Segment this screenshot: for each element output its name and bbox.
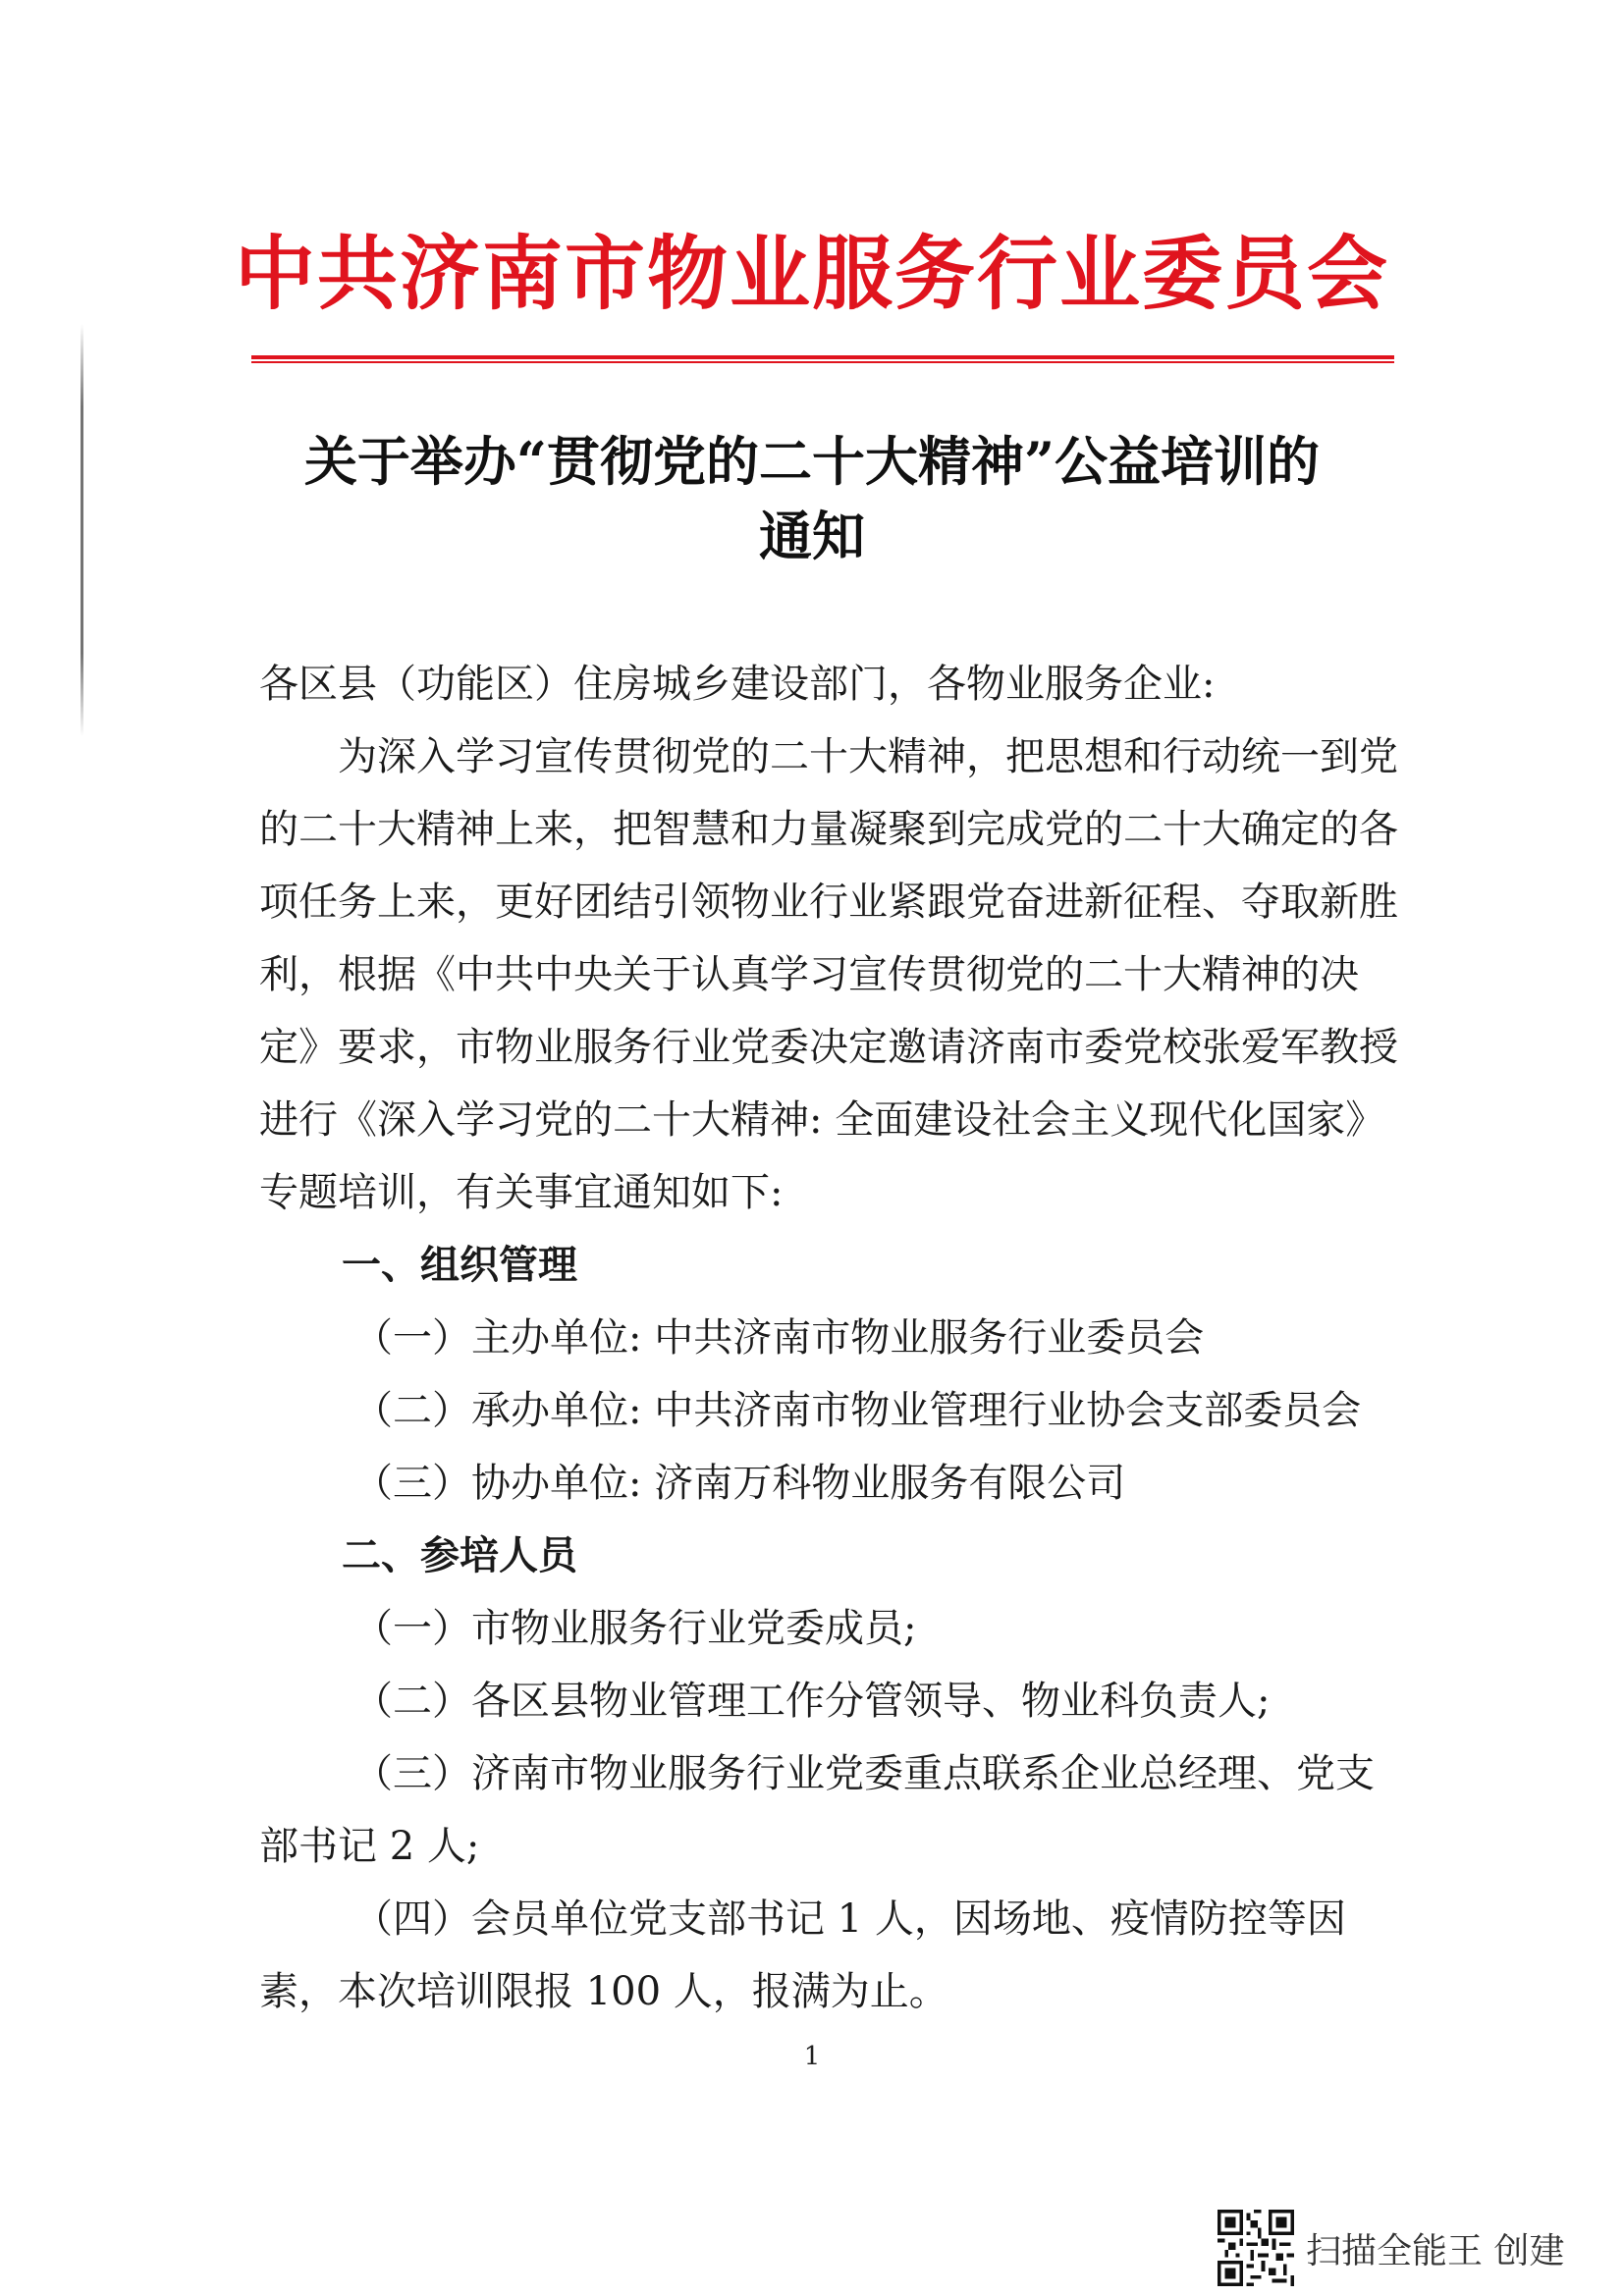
section-heading-organization: 一、组织管理 [342,1243,577,1288]
page-number: 1 [803,2042,821,2071]
scanner-watermark [1218,2207,1564,2289]
document-body [259,648,1398,2028]
list-item: （一）主办单位: 中共济南市物业服务行业委员会 [353,1315,1205,1361]
list-item: （三）协办单位: 济南万科物业服务有限公司 [353,1461,1126,1506]
scanner-label: 扫描全能王 创建 [1306,2230,1565,2271]
list-item: （三）济南市物业服务行业党委重点联系企业总经理、党支部书记 2 人; [259,1751,1375,1869]
section-heading-participants: 二、参培人员 [342,1533,577,1578]
org-masthead: 中共济南市物业服务行业委员会 [234,228,1389,321]
qr-code-icon [1218,2210,1294,2286]
red-divider [251,355,1394,363]
list-item: （一）市物业服务行业党委成员; [353,1606,917,1651]
document-title [0,424,1624,573]
list-item: （二）各区县物业管理工作分管领导、物业科负责人; [353,1679,1271,1724]
intro-paragraph: 为深入学习宣传贯彻党的二十大精神，把思想和行动统一到党的二十大精神上来，把智慧和力量凝聚到完成党的二十大确定的各项任务上来，更好团结引领物业行业紧跟党奋进新征程、夺取新胜利，根据《中共中央关于认真学习宣传贯彻党的二十大精神的决定》要求，市物业服务行业党委决定邀请济南市委党校张爱军教授进行《深入学习党的二十大精神: 全面建设社会主义现代化国家》专题培训，有关事宜通知如下: [259,734,1398,1215]
salutation: 各区县（功能区）住房城乡建设部门，各物业服务企业: [259,662,1216,707]
title-line-1: 关于举办“贯彻党的二十大精神”公益培训的 [303,430,1321,493]
title-line-2: 通知 [759,505,865,567]
list-item: （二）承办单位: 中共济南市物业管理行业协会支部委员会 [353,1388,1362,1433]
list-item: （四）会员单位党支部书记 1 人，因场地、疫情防控等因素，本次培训限报 100 人，报满为止。 [259,1896,1346,2014]
